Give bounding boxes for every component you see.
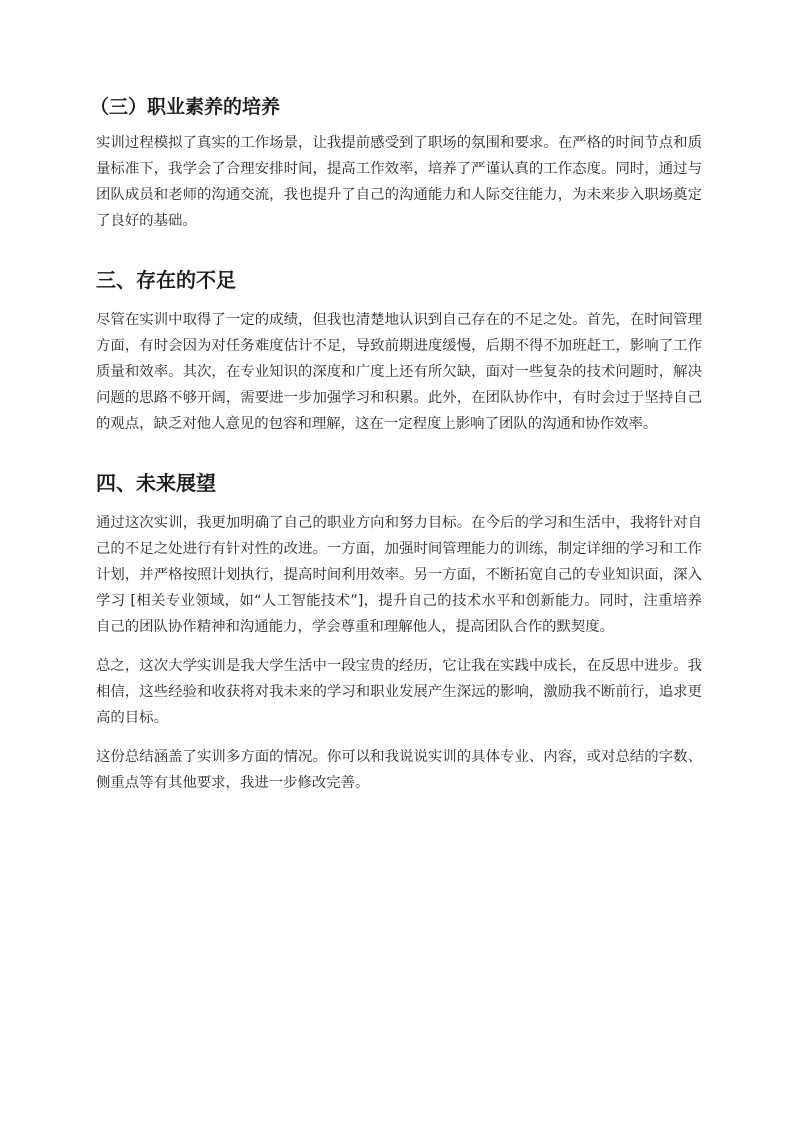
spacer	[96, 247, 702, 265]
paragraph-professional-quality: 实训过程模拟了真实的工作场景，让我提前感受到了职场的氛围和要求。在严格的时间节点和质量标准下，我学会了合理安排时间，提高工作效率，培养了严谨认真的工作态度。同时，通过与团队成员和老师的沟通交流，我也提升了自己的沟通能力和人际交往能力，为未来步入职场奠定了良好的基础。	[96, 135, 702, 229]
section-heading-shortcomings: 三、存在的不足	[96, 268, 236, 292]
paragraph-assistant-note: 这份总结涵盖了实训多方面的情况。你可以和我说说实训的具体专业、内容，或对总结的字数、侧重点等有其他要求，我进一步修改完善。	[96, 749, 702, 791]
document-page	[90, 92, 702, 809]
paragraph-outlook-conclusion: 总之，这次大学实训是我大学生活中一段宝贵的经历，它让我在实践中成长，在反思中进步。我相信，这些经验和收获将对我未来的学习和职业发展产生深远的影响，激励我不断前行，追求更高的目标。	[96, 658, 702, 726]
paragraph-shortcomings: 尽管在实训中取得了一定的成绩，但我也清楚地认识到自己存在的不足之处。首先，在时间管理方面，有时会因为对任务难度估计不足，导致前期进度缓慢，后期不得不加班赶工，影响了工作质量和效率。其次，在专业知识的深度和广度上还有所欠缺，面对一些复杂的技术问题时，解决问题的思路不够开阔，需要进一步加强学习和积累。此外，在团队协作中，有时会过于坚持自己的观点，缺乏对他人意见的包容和理解，这在一定程度上影响了团队的沟通和协作效率。	[96, 312, 702, 432]
spacer	[96, 450, 702, 468]
paragraph-outlook-plan: 通过这次实训，我更加明确了自己的职业方向和努力目标。在今后的学习和生活中，我将针对自己的不足之处进行有针对性的改进。一方面，加强时间管理能力的训练，制定详细的学习和工作计划，并严格按照计划执行，提高时间利用效率。另一方面，不断拓宽自己的专业知识面，深入学习 [相关专业领域，如“人工智能技术”]，提升自己的技术水平和创新能力。同时，注重培养自己的团队协作精神和沟通能力，学会尊重和理解他人，提高团队合作的默契度。	[96, 515, 702, 635]
section-heading-professional-quality: （三）职业素养的培养	[90, 96, 281, 118]
section-heading-outlook: 四、未来展望	[96, 471, 216, 495]
